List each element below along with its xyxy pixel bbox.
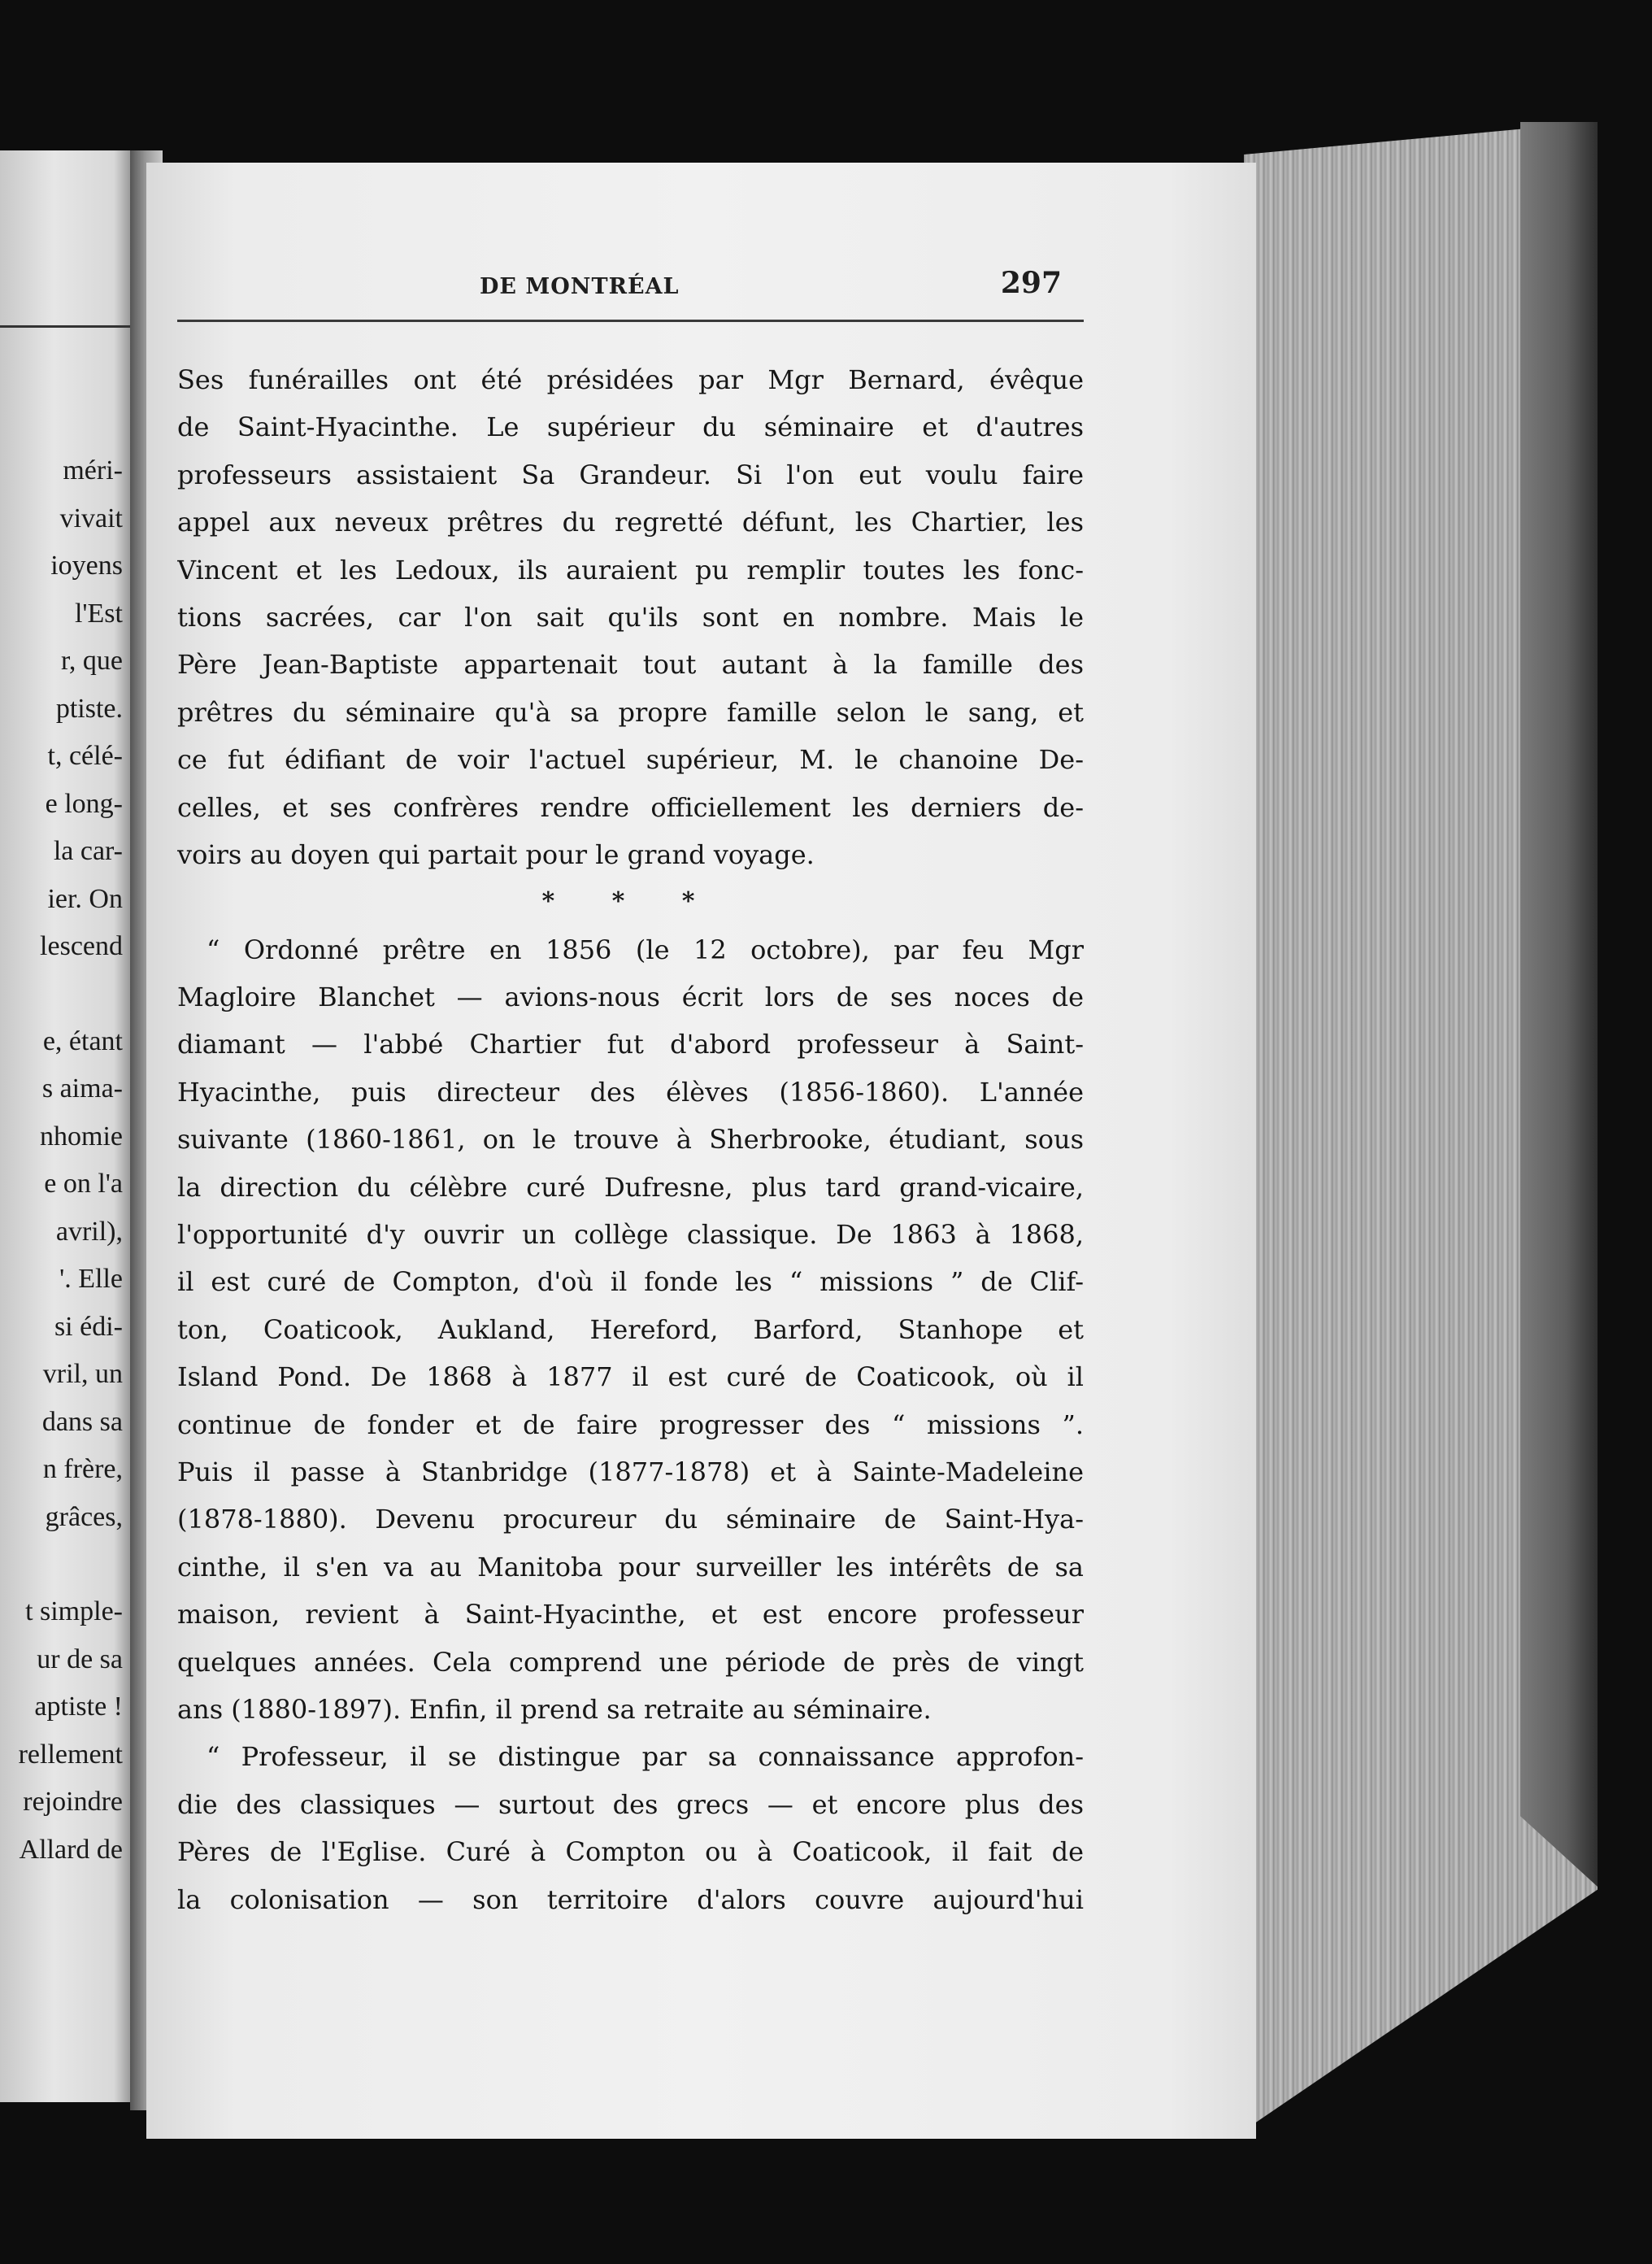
left-page-line: vivait bbox=[59, 503, 123, 533]
running-head bbox=[179, 264, 1073, 313]
text-line: la direction du célèbre curé Dufresne, plus tard grand-vicaire, bbox=[177, 1171, 1084, 1203]
text-line: die des classiques — surtout des grecs — et encore plus des bbox=[177, 1788, 1084, 1820]
text-line: “ Professeur, il se distingue par sa connaissance approfon- bbox=[206, 1741, 1084, 1773]
left-page-line: e, étant bbox=[42, 1025, 123, 1056]
left-page-line: nhomie bbox=[40, 1121, 123, 1152]
text-line: “ Ordonné prêtre en 1856 (le 12 octobre), par feu Mgr bbox=[206, 934, 1084, 965]
left-page-line: s aima- bbox=[41, 1073, 123, 1104]
left-page bbox=[0, 150, 134, 2102]
text-line: il est curé de Compton, d'où il fonde les “ missions ” de Clif- bbox=[177, 1266, 1084, 1298]
text-line: Magloire Blanchet — avions-nous écrit lors de ses noces de bbox=[177, 982, 1084, 1013]
text-line: Ses funérailles ont été présidées par Mgr Bernard, évêque bbox=[177, 364, 1084, 395]
text-line: Puis il passe à Stanbridge (1877-1878) et à Sainte-Madeleine bbox=[177, 1456, 1084, 1487]
text-line: l'opportunité d'y ouvrir un collège classique. De 1863 à 1868, bbox=[177, 1219, 1084, 1251]
body-text bbox=[177, 356, 1084, 1923]
text-line: Hyacinthe, puis directeur des élèves (1856-1860). L'année bbox=[177, 1076, 1084, 1108]
text-line: ans (1880-1897). Enfin, il prend sa retraite au séminaire. bbox=[177, 1693, 932, 1725]
left-page-line: e on l'a bbox=[44, 1169, 123, 1199]
left-page-line: rellement bbox=[18, 1739, 123, 1770]
left-page-line: la car- bbox=[53, 836, 123, 866]
head-rule bbox=[177, 320, 1084, 322]
left-page-line: n frère, bbox=[42, 1454, 123, 1484]
text-line: prêtres du séminaire qu'à sa propre famille selon le sang, et bbox=[177, 696, 1084, 728]
left-page-line: rejoindre bbox=[23, 1787, 123, 1817]
left-page-line: r, que bbox=[60, 646, 123, 676]
text-line: diamant — l'abbé Chartier fut d'abord professeur à Saint- bbox=[177, 1029, 1084, 1060]
left-page-line: ier. On bbox=[47, 883, 123, 914]
left-page-line bbox=[0, 1541, 123, 1588]
left-page-line: e long- bbox=[45, 788, 123, 819]
text-line: quelques années. Cela comprend une période de près de vingt bbox=[177, 1646, 1084, 1678]
left-page-line: Allard de bbox=[19, 1834, 123, 1865]
text-line: Vincent et les Ledoux, ils auraient pu remplir toutes les fonc- bbox=[177, 554, 1084, 586]
text-line: de Saint-Hyacinthe. Le supérieur du séminaire et d'autres bbox=[177, 411, 1084, 443]
text-line: Island Pond. De 1868 à 1877 il est curé de Coaticook, où il bbox=[177, 1361, 1084, 1393]
left-page-line: grâces, bbox=[45, 1501, 123, 1532]
text-line: voirs au doyen qui partait pour le grand voyage. bbox=[177, 838, 815, 870]
left-page-line: l'Est bbox=[74, 598, 123, 629]
left-page-line: t, célé- bbox=[47, 741, 123, 771]
left-page-line: ur de sa bbox=[37, 1644, 123, 1674]
text-line: maison, revient à Saint-Hyacinthe, et est encore professeur bbox=[177, 1599, 1084, 1631]
section-separator: * * * bbox=[541, 887, 719, 916]
text-line: (1878-1880). Devenu procureur du séminaire de Saint-Hya- bbox=[177, 1504, 1084, 1535]
left-page-line: '. Elle bbox=[59, 1264, 123, 1294]
text-line: cinthe, il s'en va au Manitoba pour surveiller les intérêts de sa bbox=[177, 1551, 1084, 1583]
text-line: la colonisation — son territoire d'alors couvre aujourd'hui bbox=[177, 1883, 1084, 1915]
left-page-line: ioyens bbox=[50, 551, 123, 581]
left-page-line: si édi- bbox=[54, 1311, 123, 1342]
left-page-line: méri- bbox=[63, 455, 123, 485]
paragraph-2 bbox=[177, 926, 1084, 1734]
page-edges-shadow bbox=[1520, 122, 1598, 1887]
paragraph-1 bbox=[177, 356, 1084, 878]
left-page-line bbox=[0, 971, 123, 1018]
text-line: professeurs assistaient Sa Grandeur. Si l'on eut voulu faire bbox=[177, 459, 1084, 490]
text-line: appel aux neveux prêtres du regretté défunt, les Chartier, les bbox=[177, 507, 1084, 538]
left-page-line: t simple- bbox=[25, 1596, 123, 1626]
left-page-line: ptiste. bbox=[55, 693, 123, 724]
left-page-line: vril, un bbox=[42, 1359, 123, 1389]
paragraph-3 bbox=[177, 1733, 1084, 1923]
left-page-line: dans sa bbox=[41, 1406, 123, 1437]
left-page-head-rule bbox=[0, 325, 130, 328]
text-line: ton, Coaticook, Aukland, Hereford, Barford, Stanhope et bbox=[177, 1313, 1084, 1345]
running-title: DE MONTRÉAL bbox=[480, 274, 680, 299]
text-line: suivante (1860-1861, on le trouve à Sherbrooke, étudiant, sous bbox=[177, 1124, 1084, 1156]
text-line: tions sacrées, car l'on sait qu'ils sont en nombre. Mais le bbox=[177, 601, 1084, 633]
text-line: Père Jean-Baptiste appartenait tout autant à la famille des bbox=[177, 649, 1084, 681]
text-line: ce fut édifiant de voir l'actuel supérieur, M. le chanoine De- bbox=[177, 744, 1084, 776]
page-number: 297 bbox=[1000, 266, 1062, 300]
text-line: Pères de l'Eglise. Curé à Compton ou à Coaticook, il fait de bbox=[177, 1836, 1084, 1868]
text-line: celles, et ses confrères rendre officiellement les derniers de- bbox=[177, 791, 1084, 823]
left-page-text bbox=[0, 447, 123, 1874]
text-line: continue de fonder et de faire progresser des “ missions ”. bbox=[177, 1408, 1084, 1440]
left-page-line: avril), bbox=[55, 1216, 123, 1247]
left-page-line: aptiste ! bbox=[34, 1691, 123, 1722]
left-page-line: lescend bbox=[40, 931, 123, 961]
